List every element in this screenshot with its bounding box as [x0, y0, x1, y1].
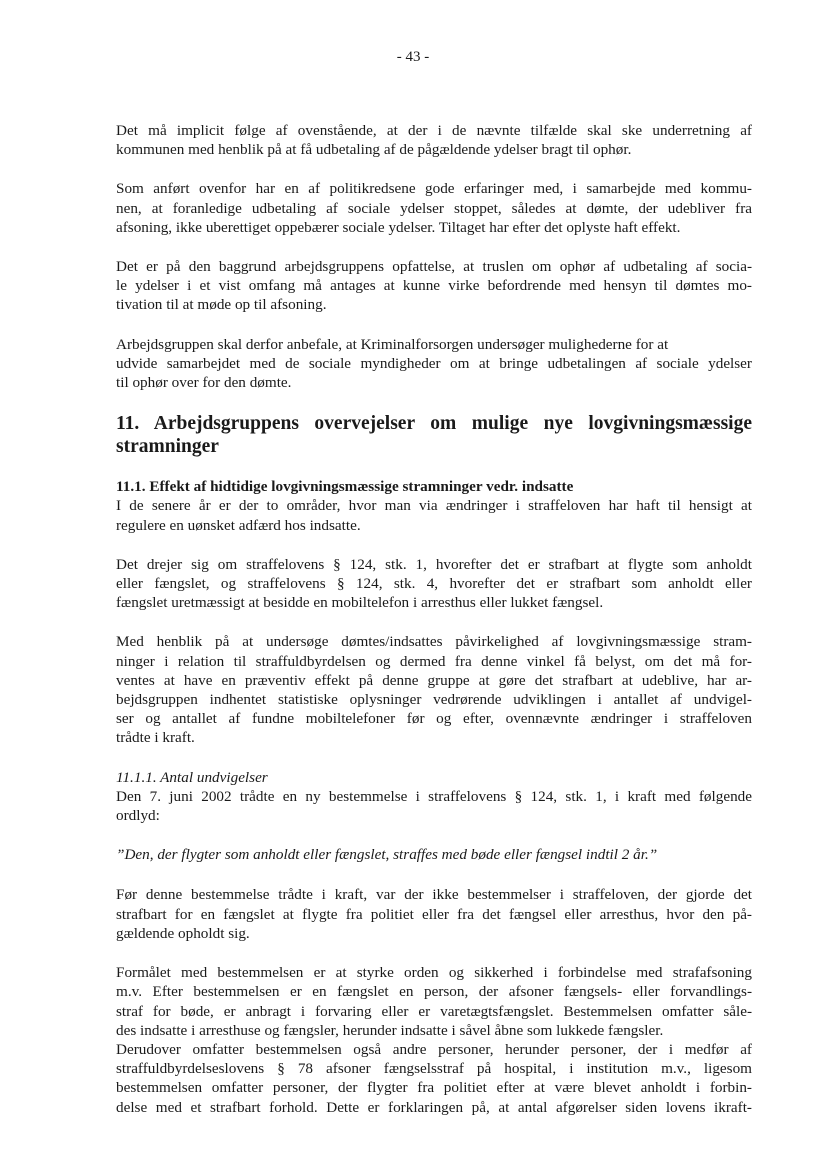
paragraph-line: Før denne bestemmelse trådte i kraft, var der ikke bestemmelser i straffeloven, der gjorde det: [116, 886, 752, 904]
paragraph-6: [116, 555, 752, 613]
paragraph-line: ordlyd:: [116, 807, 160, 825]
paragraph-2: [116, 179, 752, 237]
paragraph-line: des indsatte i arresthuse og fængsler, herunder indsatte i såvel åbne som lukkede fængsler.: [116, 1021, 664, 1039]
paragraph-line: bestemmelsen omfatter personer, der flygter fra politiet efter at være blevet anholdt i forbin-: [116, 1079, 752, 1097]
legal-quote: ”Den, der flygter som anholdt eller fængslet, straffes med bøde eller fængsel indtil 2 år.”: [116, 846, 658, 864]
paragraph-line: Formålet med bestemmelsen er at styrke orden og sikkerhed i forbindelse med strafafsoning: [116, 964, 752, 982]
paragraph-line: m.v. Efter bestemmelsen er en fængslet en person, der afsoner fængsels- eller forvandlings-: [116, 983, 752, 1001]
subsection-heading: 11.1. Effekt af hidtidige lovgivningsmæssige stramninger vedr. indsatte: [116, 478, 574, 496]
paragraph-4: [116, 335, 752, 393]
section-heading: [116, 412, 752, 458]
paragraph-line: nen, at foranledige udbetaling af sociale ydelser stoppet, således at dømte, der udebliver fra: [116, 199, 752, 217]
paragraph-line: Arbejdsgruppen skal derfor anbefale, at Kriminalforsorgen undersøger mulighederne for at: [116, 335, 669, 353]
paragraph-line: Det drejer sig om straffelovens § 124, stk. 1, hvorefter det er strafbart at flygte som anholdt: [116, 555, 752, 573]
paragraph-line: gældende opholdt sig.: [116, 924, 250, 942]
page-number: - 43 -: [396, 49, 430, 65]
paragraph-line: tivation til at møde op til afsoning.: [116, 296, 327, 314]
paragraph-line: kommunen med henblik på at få udbetaling af de pågældende ydelser bragt til ophør.: [116, 141, 632, 159]
paragraph-line: delse med et strafbart forhold. Dette er forklaringen på, at antal afgørelser siden lovens ikraft-: [116, 1098, 752, 1116]
paragraph-line: straf for bøde, er anbragt i forvaring eller er varetægtsfængslet. Bestemmelsen omfatter såle-: [116, 1002, 752, 1020]
paragraph-line: straffuldbyrdelseslovens § 78 afsoner fængselsstraf på hospital, i institution m.v., ligesom: [116, 1060, 752, 1078]
paragraph-7: [116, 632, 752, 747]
paragraph-line: le ydelser i et vist omfang må antages at kunne virke befordrende med hensyn til dømtes mo-: [116, 277, 752, 295]
section-heading-line: stramninger: [116, 436, 219, 458]
paragraph-line: Det er på den baggrund arbejdsgruppens opfattelse, at truslen om ophør af udbetaling af socia-: [116, 258, 752, 276]
section-heading-line: 11. Arbejdsgruppens overvejelser om mulige nye lovgivningsmæssige: [116, 413, 752, 435]
paragraph-line: afsoning, ikke uberettiget oppebærer sociale ydelser. Tiltaget har efter det oplyste haft effekt.: [116, 218, 681, 236]
paragraph-line: eller fængslet, og straffelovens § 124, stk. 4, hvorefter det er strafbart som anholdt eller: [116, 575, 752, 593]
paragraph-line: udvide samarbejdet med de sociale myndigheder om at bringe udbetalingen af sociale ydelser: [116, 354, 752, 372]
paragraph-line: til ophør over for den dømte.: [116, 374, 292, 392]
paragraph-8: [116, 768, 752, 826]
paragraph-line: I de senere år er der to områder, hvor man via ændringer i straffeloven har haft til hensigt at: [116, 497, 752, 515]
paragraph-line: ninger i relation til straffuldbyrdelsen og dermed fra denne vinkel få belyst, om det må for-: [116, 652, 752, 670]
paragraph-line: Som anført ovenfor har en af politikredsene gode erfaringer med, i samarbejde med kommu-: [116, 180, 752, 198]
paragraph-line: Med henblik på at undersøge dømtes/indsattes påvirkelighed af lovgivningsmæssige stram-: [116, 633, 752, 651]
paragraph-5: [116, 477, 752, 535]
paragraph-1: [116, 121, 752, 159]
paragraph-line: bejdsgruppen indhentet statistiske oplysninger vedrørende udviklingen i antallet af undvigel-: [116, 691, 752, 709]
paragraph-line: Den 7. juni 2002 trådte en ny bestemmelse i straffelovens § 124, stk. 1, i kraft med følgende: [116, 787, 752, 805]
paragraph-line: regulere en uønsket adfærd hos indsatte.: [116, 516, 361, 534]
paragraph-line: ser og antallet af fundne mobiltelefoner før og efter, ovennævnte ændringer i straffeloven: [116, 710, 752, 728]
subsubsection-heading: 11.1.1. Antal undvigelser: [116, 768, 268, 786]
paragraph-line: trådte i kraft.: [116, 729, 195, 747]
paragraph-3: [116, 257, 752, 315]
paragraph-line: ventes at have en præventiv effekt på denne gruppe at gøre det strafbart at udeblive, har ar-: [116, 671, 752, 689]
paragraph-9: [116, 885, 752, 943]
paragraph-line: fængslet uretmæssigt at besidde en mobiltelefon i arresthus eller lukket fængsel.: [116, 594, 604, 612]
paragraph-line: Derudover omfatter bestemmelsen også andre personer, herunder personer, der i medfør af: [116, 1040, 752, 1058]
paragraph-line: strafbart for en fængslet at flygte fra politiet eller fra det fængsel eller arresthus, hvor den på-: [116, 905, 752, 923]
paragraph-line: Det må implicit følge af ovenstående, at der i de nævnte tilfælde skal ske underretning af: [116, 122, 752, 139]
page-body: [116, 121, 752, 1137]
paragraph-10: [116, 963, 752, 1117]
